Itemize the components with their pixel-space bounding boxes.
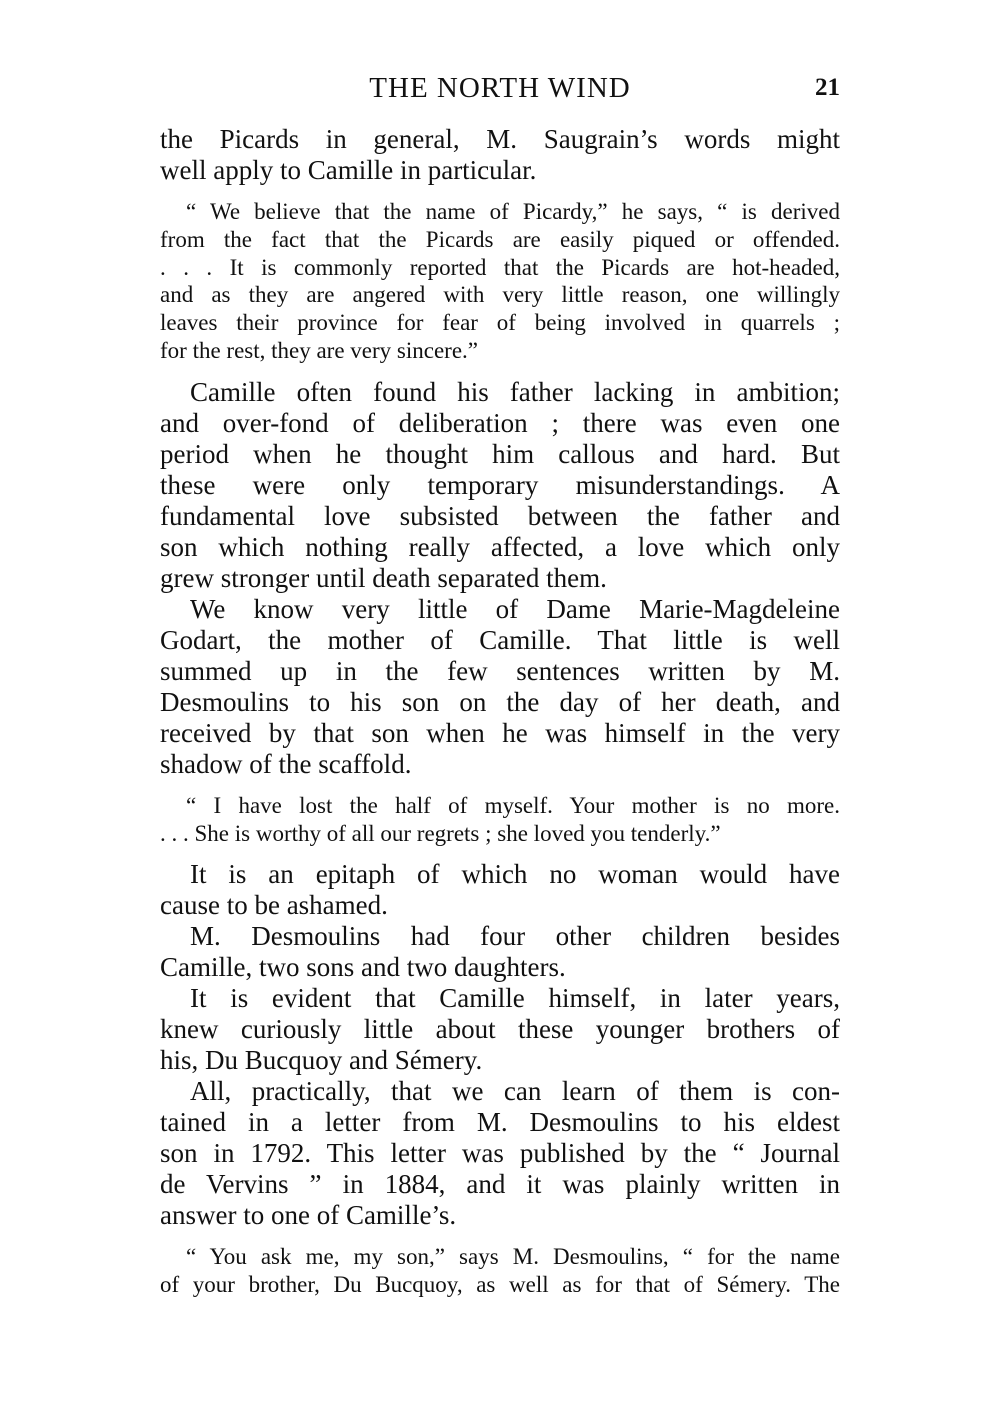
text-line: son which nothing really affected, a love which only — [160, 531, 840, 562]
paragraph-group — [160, 859, 840, 1231]
paragraph-group — [160, 377, 840, 780]
text-line: and over-fond of deliberation ; there was even one — [160, 407, 840, 438]
text-line: It is evident that Camille himself, in later years, — [190, 983, 840, 1014]
text-line: It is an epitaph of which no woman would have — [190, 859, 840, 890]
paragraph-continuation — [160, 124, 840, 186]
text-line: Camille often found his father lacking in ambition; — [190, 376, 840, 407]
text-line: knew curiously little about these younger brothers of — [160, 1014, 840, 1045]
text-line: We know very little of Dame Marie-Magdeleine — [190, 593, 840, 624]
text-line: period when he thought him callous and hard. But — [160, 438, 840, 469]
quote-line: . . . It is commonly reported that the Picards are hot-headed, — [160, 254, 840, 280]
text-line: tained in a letter from M. Desmoulins to his eldest — [160, 1107, 840, 1138]
page-header — [160, 70, 840, 110]
text-line: Desmoulins to his son on the day of her death, and — [160, 686, 840, 717]
text-line: de Vervins ” in 1884, and it was plainly written in — [160, 1169, 840, 1200]
text-line: Camille, two sons and two daughters. — [160, 952, 566, 983]
quote-line: and as they are angered with very little reason, one willingly — [160, 282, 840, 308]
text-line: these were only temporary misunderstandings. A — [160, 469, 840, 500]
text-line: his, Du Bucquoy and Sémery. — [160, 1045, 483, 1076]
text-line: summed up in the few sentences written by M. — [160, 655, 840, 686]
quote-line: “ We believe that the name of Picardy,” he says, “ is derived — [186, 199, 840, 224]
quote-line: “ You ask me, my son,” says M. Desmoulins, “ for the name — [186, 1244, 840, 1270]
block-quote — [160, 1243, 840, 1299]
page-text — [160, 124, 840, 1299]
quote-line: from the fact that the Picards are easily piqued or offended. — [160, 226, 840, 252]
page-number: 21 — [815, 74, 840, 101]
text-line: cause to be ashamed. — [160, 890, 388, 921]
quote-line: . . . She is worthy of all our regrets ; she loved you tenderly.” — [160, 820, 721, 846]
quote-line: of your brother, Du Bucquoy, as well as for that of Sémery. The — [160, 1272, 840, 1298]
block-quote — [160, 792, 840, 848]
block-quote — [160, 198, 840, 365]
text-line: M. Desmoulins had four other children besides — [190, 921, 840, 952]
text-line: All, practically, that we can learn of them is con- — [190, 1076, 840, 1107]
text-line: well apply to Camille in particular. — [160, 155, 537, 185]
text-line: Godart, the mother of Camille. That little is well — [160, 624, 840, 655]
running-title: THE NORTH WIND — [369, 72, 631, 104]
text-line: shadow of the scaffold. — [160, 748, 412, 779]
quote-line: leaves their province for fear of being involved in quarrels ; — [160, 310, 840, 336]
quote-line: for the rest, they are very sincere.” — [160, 337, 479, 363]
text-line: fundamental love subsisted between the father and — [160, 500, 840, 531]
text-line: the Picards in general, M. Saugrain’s words might — [160, 124, 840, 154]
text-line: son in 1792. This letter was published by the “ Journal — [160, 1138, 840, 1169]
text-line: answer to one of Camille’s. — [160, 1200, 457, 1231]
text-line: grew stronger until death separated them. — [160, 562, 607, 593]
quote-line: “ I have lost the half of myself. Your mother is no more. — [186, 792, 840, 818]
text-line: received by that son when he was himself in the very — [160, 717, 840, 748]
